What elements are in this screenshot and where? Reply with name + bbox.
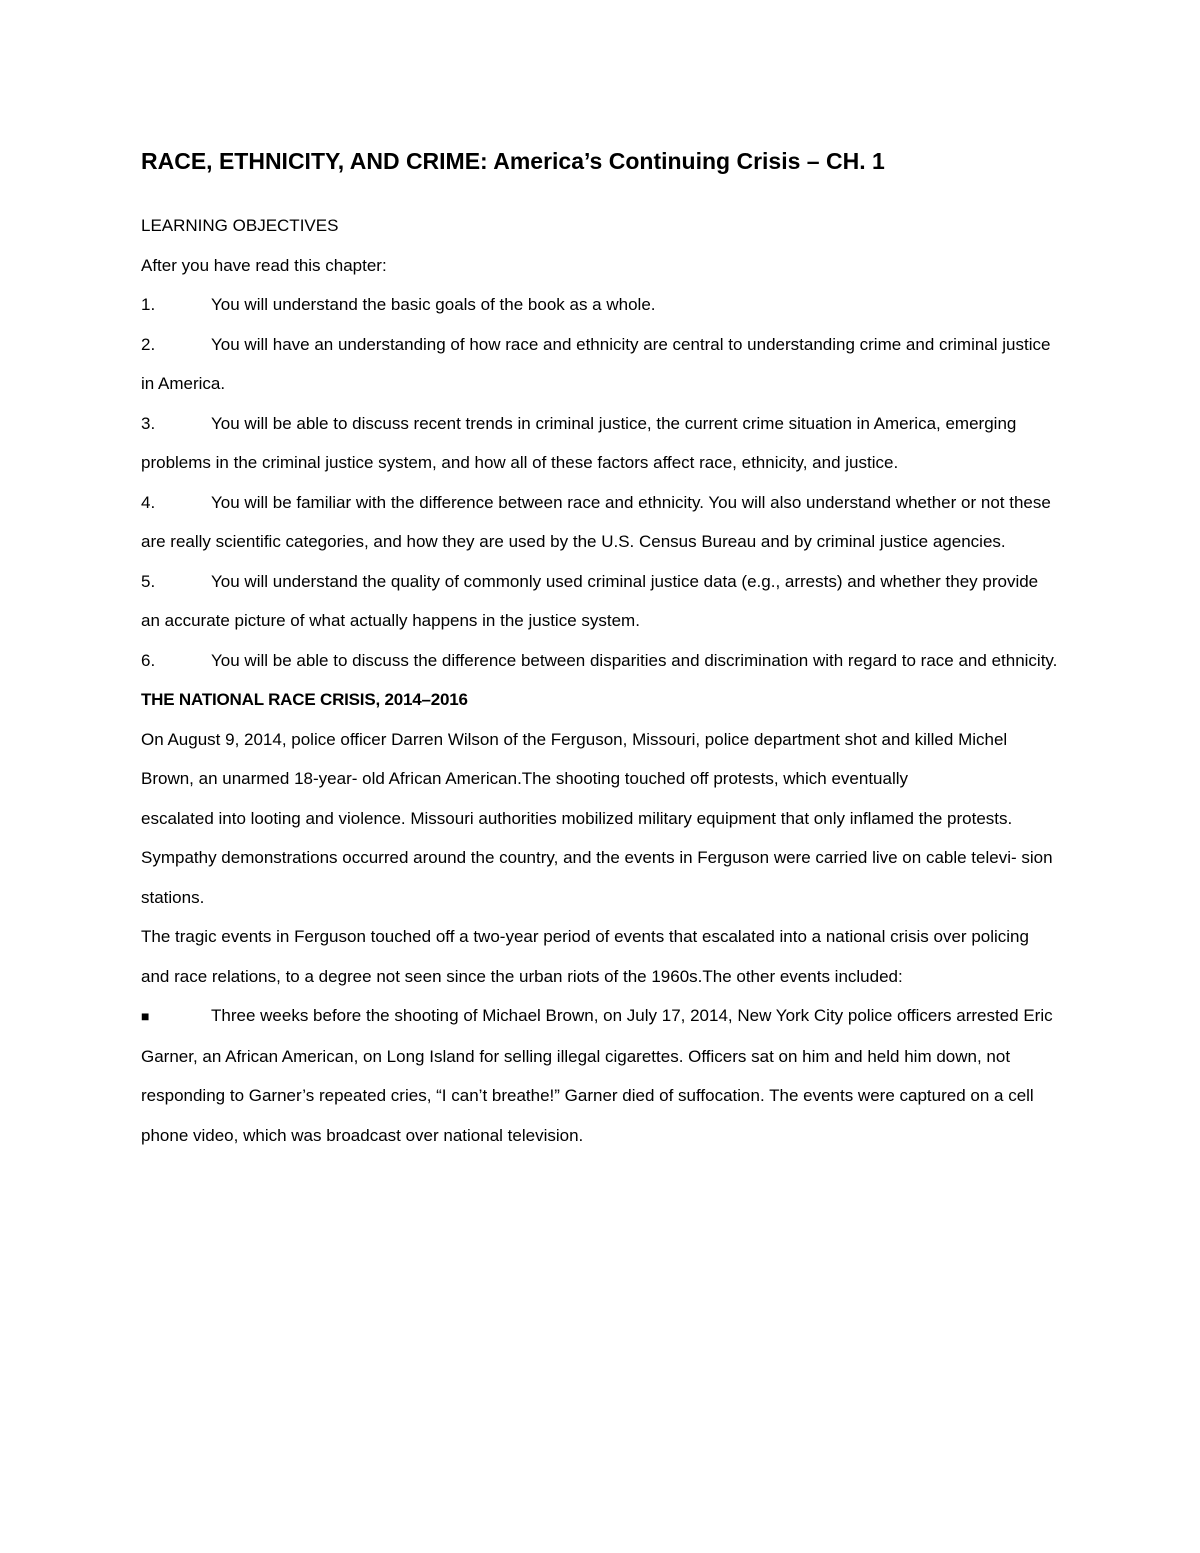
body-paragraph: The tragic events in Ferguson touched off a two-year period of events that escalated into a national crisis over policing and race relations, to a degree not seen since the urban riots of the 1960s.The other events included: [141,927,1029,986]
objective-number: 6. [141,650,156,670]
objective-item [141,562,1061,641]
objective-item [141,325,1061,404]
section-heading: THE NATIONAL RACE CRISIS, 2014–2016 [141,690,468,709]
bullet-text: Three weeks before the shooting of Michael Brown, on July 17, 2014, New York City police officers arrested Eric Garner, an African American, on Long Island for selling illegal cigarettes. Officers sat on him and held him down, not responding to Garner’s repeated cries, “I can’t breathe!” Garner died of suffocation. The events were captured on a cell phone video, which was broadcast over national television. [141,1006,1053,1145]
objective-text: You will understand the basic goals of the book as a whole. [211,295,656,314]
objective-item [141,641,1061,681]
objective-text: You will be familiar with the difference between race and ethnicity. You will also understand whether or not these are really scientific categories, and how they are used by the U.S. Census Bureau and by criminal justice agencies. [141,492,1051,551]
objective-text: You will have an understanding of how race and ethnicity are central to understanding crime and criminal justice in America. [141,334,1051,393]
objective-number: 2. [141,334,156,354]
objective-number: 1. [141,295,156,314]
objective-number: 4. [141,492,156,512]
objective-item [141,483,1061,562]
objectives-heading: LEARNING OBJECTIVES [141,216,339,235]
objective-text: You will be able to discuss the difference between disparities and discrimination with regard to race and ethnicity. [211,650,1058,670]
bullet-square-icon: ■ [141,1008,150,1024]
body-paragraph: escalated into looting and violence. Missouri authorities mobilized military equipment that only inflamed the protests. Sympathy demonstrations occurred around the country, and the events in Ferguson were carried live on cable televi- sion stations. [141,808,1053,907]
objective-text: You will understand the quality of commonly used criminal justice data (e.g., arrests) and whether they provide an accurate picture of what actually happens in the justice system. [141,571,1039,630]
objective-number: 3. [141,413,156,433]
objective-item [141,404,1061,483]
body-paragraph: On August 9, 2014, police officer Darren Wilson of the Ferguson, Missouri, police department shot and killed Michel Brown, an unarmed 18-year- old African American.The shooting touched off protests, which eventually [141,729,1008,788]
document-body [141,206,1061,1155]
bullet-item [141,996,1061,1155]
document-title: RACE, ETHNICITY, AND CRIME: America’s Continuing Crisis – CH. 1 [141,148,885,174]
objective-number: 5. [141,571,156,591]
objective-item [141,285,1061,325]
objective-text: You will be able to discuss recent trends in criminal justice, the current crime situation in America, emerging problems in the criminal justice system, and how all of these factors affect race, ethnicity, and justice. [141,413,1017,472]
objectives-intro: After you have read this chapter: [141,255,387,275]
